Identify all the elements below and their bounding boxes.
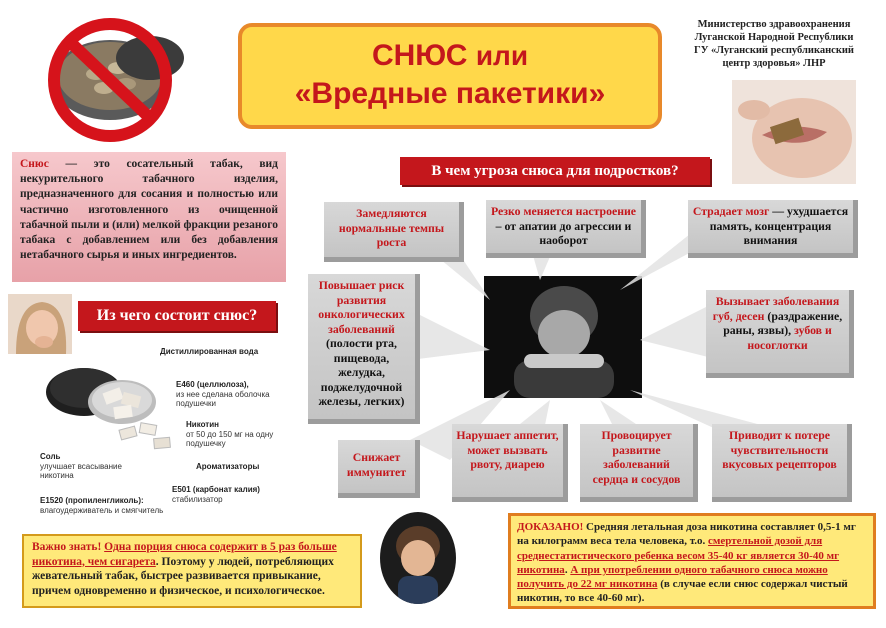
comp-nicotine bbox=[186, 420, 276, 449]
comp-head: E1520 (пропиленгликоль): bbox=[40, 496, 144, 505]
proven-text: . bbox=[564, 563, 571, 576]
snus-definition bbox=[12, 152, 286, 282]
threat-text: (полости рта, пищевода, желудка, поджелудочной железы, легких) bbox=[318, 336, 405, 408]
ministry-line: Луганской Народной Республики bbox=[694, 32, 854, 43]
threat-text: Страдает мозг bbox=[692, 204, 770, 218]
comp-flavors bbox=[196, 462, 276, 472]
composition-header: Из чего состоит снюс? bbox=[78, 301, 276, 331]
threat-text: Повышает риск развития онкологических заболеваний bbox=[318, 278, 405, 336]
threat-gums bbox=[706, 290, 854, 378]
title-subtitle: «Вредные пакетики» bbox=[294, 77, 606, 110]
threat-text: Приводит к потере чувствительности вкусовых рецепторов bbox=[722, 428, 837, 471]
comp-e460 bbox=[176, 380, 280, 409]
ministry-line: ГУ «Луганский республиканский bbox=[694, 45, 854, 56]
proven-note bbox=[508, 513, 876, 609]
threat-text: (раздражение, раны, язвы), bbox=[723, 308, 843, 337]
proven-text: Средняя летальная доза никотина составляет 0,5-1 мг на килограмм веса тела человека, т.о. bbox=[517, 521, 856, 548]
threat-cancer bbox=[308, 274, 420, 424]
threat-text: Резко меняется настроение bbox=[490, 204, 637, 218]
threat-text: Замедляются нормальные темпы роста bbox=[338, 206, 445, 249]
proven-highlight: смертельной дозой для среднестатистического ребенка весом 35-40 кг является 30-40 мг никотина bbox=[517, 535, 840, 576]
comp-desc: от 50 до 150 мг на одну подушечку bbox=[186, 429, 274, 448]
comp-desc: стабилизатор bbox=[172, 494, 223, 504]
ministry-line: центр здоровья» ЛНР bbox=[722, 58, 826, 69]
threat-mood bbox=[486, 200, 646, 258]
ministry-credit bbox=[676, 18, 872, 70]
proven-text: (в случае если снюс содержал чистый никотин, то все 40-60 мг). bbox=[517, 578, 848, 605]
definition-keyword: Снюс bbox=[20, 158, 49, 170]
comp-head: Соль bbox=[40, 452, 61, 461]
comp-desc: улучшает всасывание никотина bbox=[40, 461, 122, 480]
important-note bbox=[22, 534, 362, 608]
comp-e1520 bbox=[40, 496, 168, 515]
threat-taste bbox=[712, 424, 852, 502]
definition-text: — это сосательный табак, вид некурительного табачного изделия, предназначенного для сосания и полностью или частично изготовленного из очищенной табачной пыли и (или) мелкой фракции резаного табака с добавлением или без добавления нетабачного сырья и иных ингредиентов. bbox=[20, 158, 278, 262]
threat-text: Вызывает заболевания губ, десен bbox=[712, 294, 840, 323]
title-box bbox=[238, 23, 662, 129]
proven-highlight: А при употреблении одного табачного снюса можно получить до 22 мг никотина bbox=[517, 563, 828, 591]
threat-text: зубов и носоглотки bbox=[747, 323, 832, 352]
no-snus-sign-icon bbox=[22, 18, 198, 146]
important-text: . Поэтому у людей, потребляющих жевательный табак, быстрее развивается привыкание, причем одновременно и физическое, и психологическое. bbox=[32, 555, 334, 597]
threat-text: Снижает иммунитет bbox=[346, 450, 407, 479]
comp-desc: влагоудерживатель и смягчитель bbox=[40, 505, 164, 515]
title-or: или bbox=[475, 40, 529, 71]
threat-growth bbox=[324, 202, 464, 262]
threat-brain bbox=[688, 200, 858, 258]
comp-desc: из нее сделана оболочка подушечки bbox=[176, 389, 270, 408]
comp-e501 bbox=[172, 485, 276, 504]
title-snus: СНЮС bbox=[371, 39, 468, 72]
threat-text: Нарушает аппетит, может вызвать рвоту, диарею bbox=[456, 428, 559, 471]
comp-head: Ароматизаторы bbox=[196, 462, 260, 471]
comp-water bbox=[160, 347, 260, 357]
important-lead: Важно знать! bbox=[32, 541, 102, 553]
ministry-line: Министерство здравоохранения bbox=[697, 19, 851, 30]
threat-text: Провоцирует развитие заболеваний сердца и сосудов bbox=[592, 428, 681, 486]
threat-header: В чем угроза снюса для подростков? bbox=[400, 157, 710, 185]
pouch-scatter-icon bbox=[116, 420, 180, 456]
threat-appetite bbox=[452, 424, 568, 502]
comp-head: Дистиллированная вода bbox=[160, 347, 259, 356]
comp-head: E460 (целлюлоза), bbox=[176, 380, 249, 389]
child-photo bbox=[8, 294, 72, 354]
threat-text: — ухудшается память, концентрация внимания bbox=[709, 204, 849, 247]
proven-lead: ДОКАЗАНО! bbox=[517, 521, 584, 533]
comp-salt bbox=[40, 452, 122, 481]
comp-head: Никотин bbox=[186, 420, 219, 429]
snus-pouch-photo bbox=[732, 80, 856, 184]
threat-immunity bbox=[338, 440, 420, 498]
threat-heart bbox=[580, 424, 698, 502]
comp-head: E501 (карбонат калия) bbox=[172, 485, 260, 494]
thinking-child-photo bbox=[380, 512, 456, 604]
important-highlight: Одна порция снюса содержит в 5 раз больше никотина, чем сигарета bbox=[32, 541, 337, 568]
threat-text: – от апатии до агрессии и наоборот bbox=[495, 218, 632, 247]
